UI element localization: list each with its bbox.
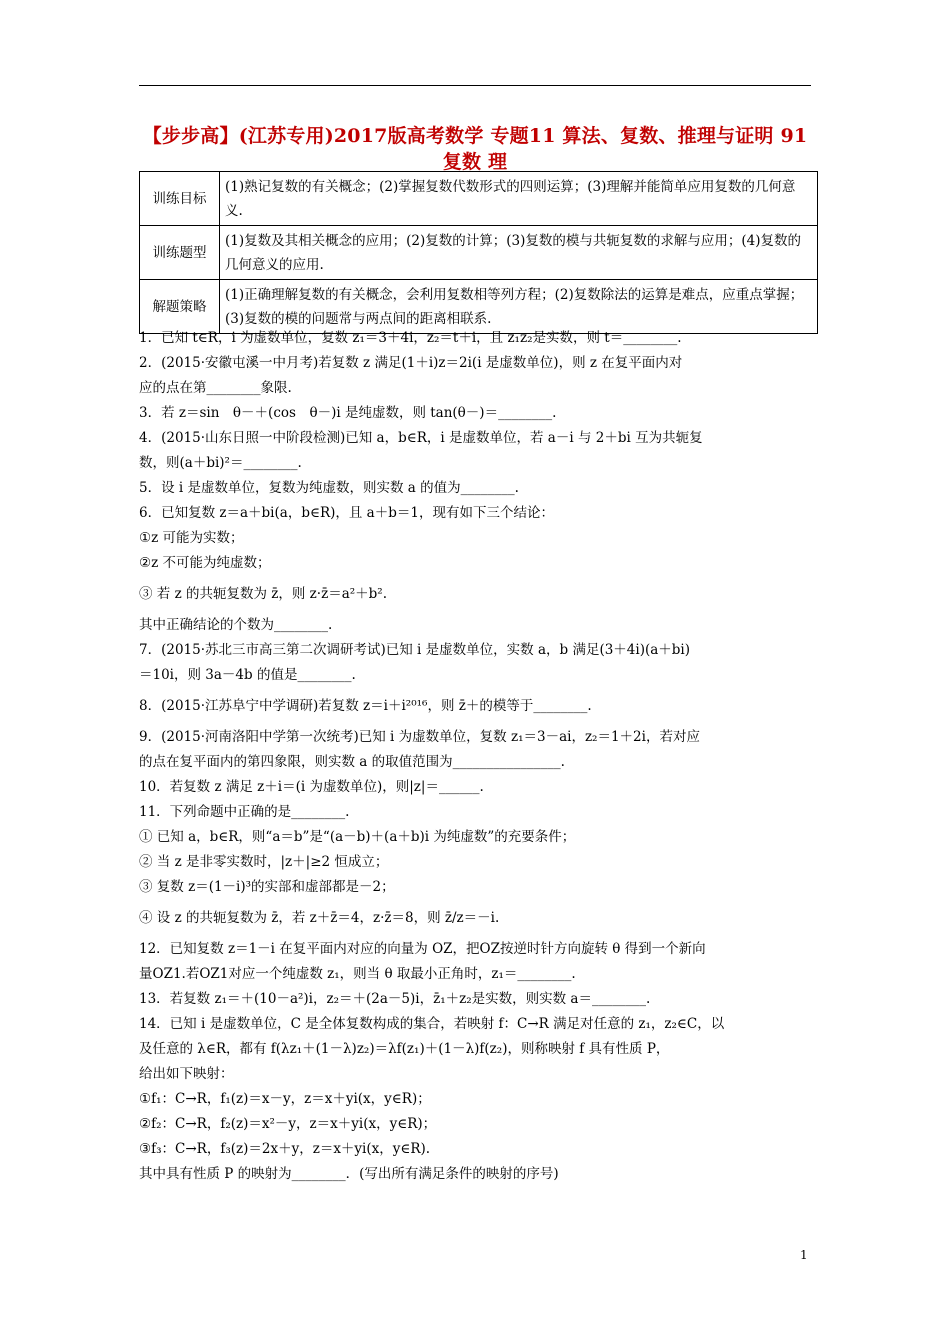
problem-line: 5．设 i 是虚数单位，复数为纯虚数，则实数 a 的值为________. bbox=[139, 480, 519, 496]
problem-line: ②f₂：C→R，f₂(z)＝x²－y，z＝x＋yi(x，y∈R)； bbox=[139, 1116, 437, 1132]
problem-line: ＝10i，则 3a－4b 的值是________. bbox=[139, 667, 356, 683]
problem-line: 6．已知复数 z＝a＋bi(a，b∈R)，且 a＋b＝1，现有如下三个结论： bbox=[139, 505, 554, 521]
problem-line: 2．(2015·安徽屯溪一中月考)若复数 z 满足(1＋i)z＝2i(i 是虚数单位)，则 z 在复平面内对 bbox=[139, 355, 683, 371]
table-row bbox=[140, 226, 818, 280]
problem-line: ③ 复数 z＝(1－i)³的实部和虚部都是－2； bbox=[139, 879, 395, 895]
row-text: (1)复数及其相关概念的应用；(2)复数的计算；(3)复数的模与共轭复数的求解与应用；(4)复数的几何意义的应用. bbox=[220, 226, 818, 280]
document-title: 【步步高】(江苏专用)2017版高考数学 专题11 算法、复数、推理与证明 91 复数 理 bbox=[142, 125, 808, 173]
problem-line: 其中具有性质 P 的映射为________．(写出所有满足条件的映射的序号) bbox=[139, 1166, 559, 1182]
table-row bbox=[140, 172, 818, 226]
problem-line: ①z 可能为实数； bbox=[139, 530, 244, 546]
training-table bbox=[139, 171, 818, 334]
problem-line: 应的点在第________象限. bbox=[139, 380, 292, 396]
problem-line: 8．(2015·江苏阜宁中学调研)若复数 z＝i＋i²⁰¹⁶，则 z̄＋的模等于________. bbox=[139, 698, 592, 714]
problem-line: 4．(2015·山东日照一中阶段检测)已知 a，b∈R，i 是虚数单位，若 a－i 与 2＋bi 互为共轭复 bbox=[139, 430, 703, 446]
problem-line: 10．若复数 z 满足 z＋i＝(i 为虚数单位)，则|z|＝______. bbox=[139, 779, 484, 795]
header-rule bbox=[139, 85, 811, 86]
problem-line: ②z 不可能为纯虚数； bbox=[139, 555, 271, 571]
problem-line: ③ 若 z 的共轭复数为 z̄，则 z·z̄＝a²＋b². bbox=[139, 586, 388, 602]
row-label: 解题策略 bbox=[140, 280, 220, 334]
row-label: 训练目标 bbox=[140, 172, 220, 226]
problem-line: 的点在复平面内的第四象限，则实数 a 的取值范围为________________. bbox=[139, 754, 565, 770]
problem-line: ② 当 z 是非零实数时，|z＋|≥2 恒成立； bbox=[139, 854, 389, 870]
problem-line: ③f₃：C→R，f₃(z)＝2x＋y，z＝x＋yi(x，y∈R). bbox=[139, 1141, 431, 1157]
problem-line: 给出如下映射： bbox=[139, 1066, 234, 1082]
problem-line: 其中正确结论的个数为________. bbox=[139, 617, 333, 633]
problem-line: 1．已知 t∈R，i 为虚数单位，复数 z₁＝3＋4i，z₂＝t＋i，且 z₁z₂是实数，则 t＝________. bbox=[139, 330, 682, 346]
problem-line: 14．已知 i 是虚数单位，C 是全体复数构成的集合，若映射 f：C→R 满足对任意的 z₁，z₂∈C，以 bbox=[139, 1016, 725, 1032]
problem-line: 11．下列命题中正确的是________. bbox=[139, 804, 350, 820]
problem-line: 9．(2015·河南洛阳中学第一次统考)已知 i 为虚数单位，复数 z₁＝3－ai，z₂＝1＋2i，若对应 bbox=[139, 729, 700, 745]
problem-line: 数，则(a＋bi)²＝________. bbox=[139, 455, 302, 471]
problem-line: 13．若复数 z₁＝＋(10－a²)i，z₂＝＋(2a－5)i，z̄₁＋z₂是实数，则实数 a＝________. bbox=[139, 991, 651, 1007]
problem-line: 量OZ1.若OZ1对应一个纯虚数 z₁，则当 θ 取最小正角时，z₁＝________. bbox=[139, 966, 576, 982]
problem-line: ①f₁：C→R，f₁(z)＝x－y，z＝x＋yi(x，y∈R)； bbox=[139, 1091, 431, 1107]
row-text: (1)正确理解复数的有关概念，会利用复数相等列方程；(2)复数除法的运算是难点，应重点掌握；(3)复数的模的问题常与两点间的距离相联系. bbox=[220, 280, 818, 334]
problem-line: 及任意的 λ∈R，都有 f(λz₁＋(1－λ)z₂)＝λf(z₁)＋(1－λ)f(z₂)，则称映射 f 具有性质 P， bbox=[139, 1041, 670, 1057]
problem-line: ① 已知 a，b∈R，则“a＝b”是“(a－b)＋(a＋b)i 为纯虚数”的充要条件； bbox=[139, 829, 576, 845]
row-label: 训练题型 bbox=[140, 226, 220, 280]
problem-line: 12．已知复数 z＝1－i 在复平面内对应的向量为 OZ，把OZ按逆时针方向旋转 θ 得到一个新向 bbox=[139, 941, 706, 957]
problem-line: ④ 设 z 的共轭复数为 z̄，若 z＋z̄＝4，z·z̄＝8，则 z̄/z＝－i. bbox=[139, 910, 500, 926]
row-text: (1)熟记复数的有关概念；(2)掌握复数代数形式的四则运算；(3)理解并能简单应用复数的几何意义. bbox=[220, 172, 818, 226]
problem-list bbox=[139, 326, 819, 1187]
problem-line: 3．若 z＝sin θ－＋(cos θ－)i 是纯虚数，则 tan(θ－)＝________. bbox=[139, 405, 557, 421]
problem-line: 7．(2015·苏北三市高三第二次调研考试)已知 i 是虚数单位，实数 a，b 满足(3＋4i)(a＋bi) bbox=[139, 642, 691, 658]
page-number: 1 bbox=[800, 1248, 808, 1262]
